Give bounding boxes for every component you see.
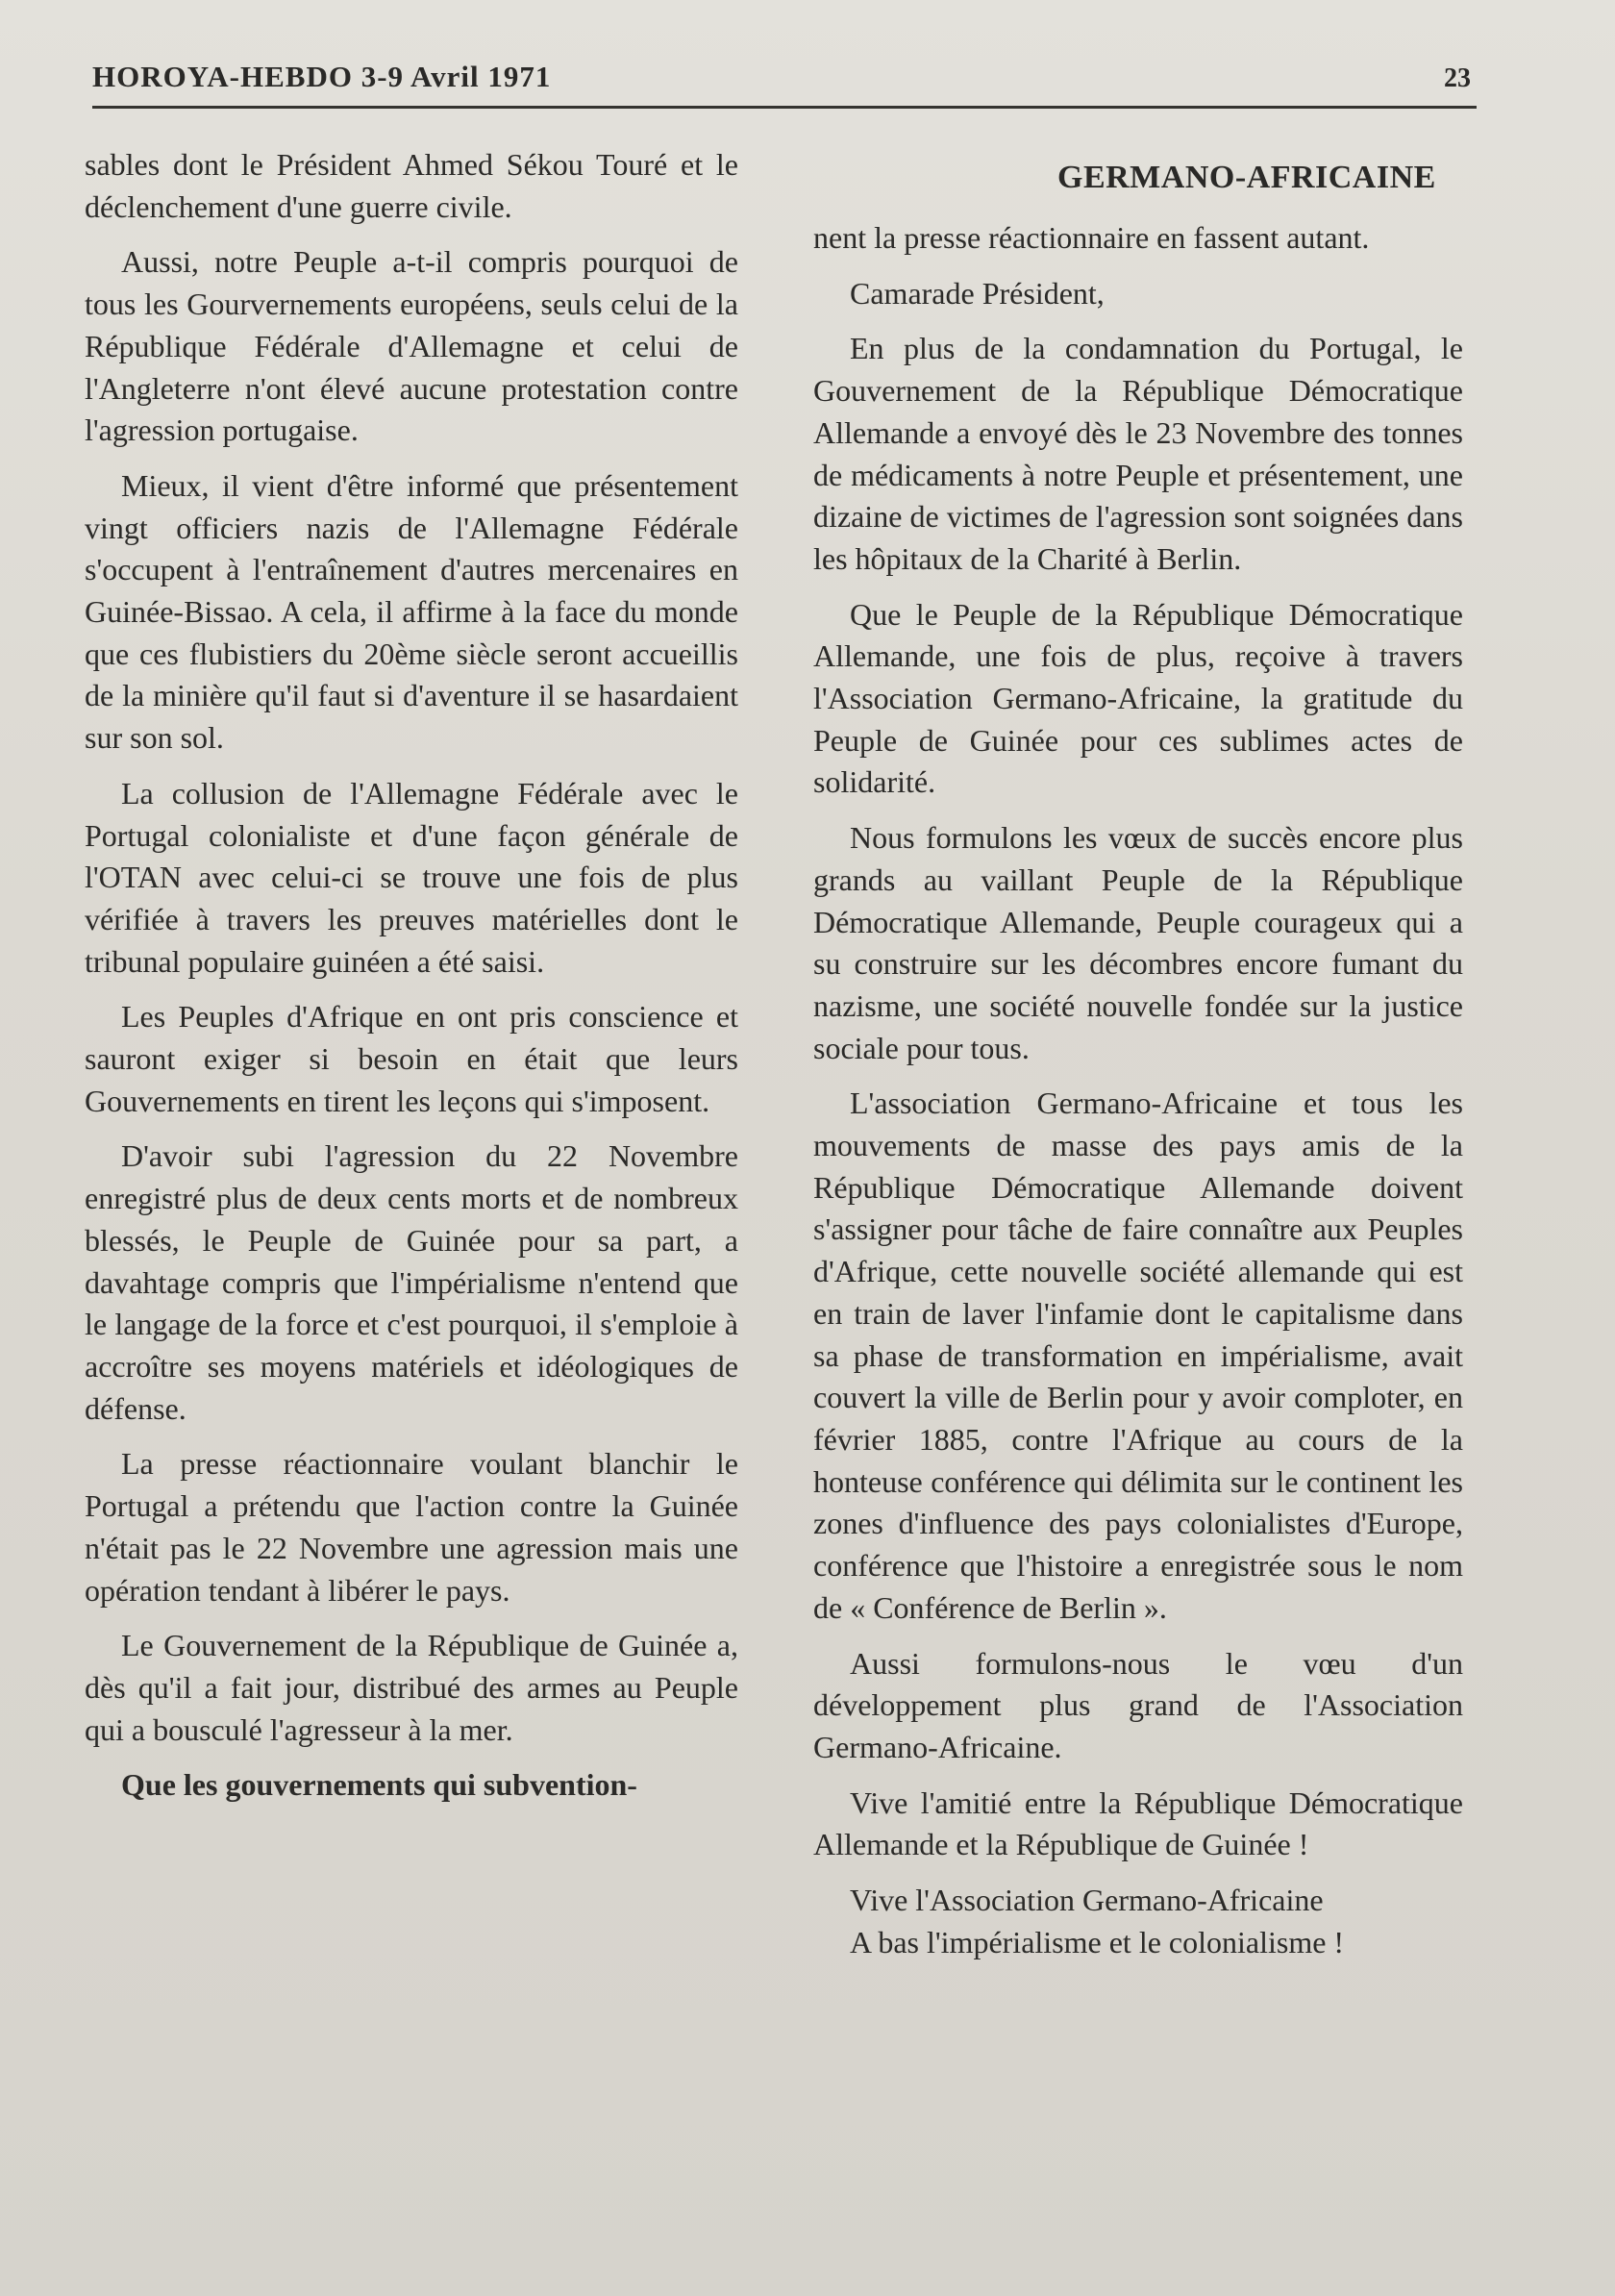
paragraph: Les Peuples d'Afrique en ont pris conscience et sauront exiger si besoin en était que leurs Gouvernements en tirent les leçons qui s'imposent. (85, 999, 738, 1118)
paragraph: sables dont le Président Ahmed Sékou Touré et le déclenchement d'une guerre civile. (85, 147, 738, 224)
header-rule (92, 106, 1477, 109)
paragraph: D'avoir subi l'agression du 22 Novembre enregistré plus de deux cents morts et de nombreux blessés, le Peuple de Guinée pour sa part, a davahtage compris que l'impérialisme n'entend que le langage de la force et c'est pourquoi, il s'emploie à accroître ses moyens matériels et idéologiques de défense. (85, 1138, 738, 1426)
paragraph: Le Gouvernement de la République de Guinée a, dès qu'il a fait jour, distribué des armes au Peuple qui a bousculé l'agresseur à la mer. (85, 1628, 738, 1747)
paragraph: Aussi, notre Peuple a-t-il compris pourquoi de tous les Gourvernements européens, seuls celui de la République Fédérale d'Allemagne et celui de l'Angleterre n'ont élevé aucune protestation contre l'agression portugaise. (85, 244, 738, 448)
paragraph: Vive l'amitié entre la République Démocratique Allemande et la République de Guinée ! (813, 1784, 1463, 1862)
paragraph: La presse réactionnaire voulant blanchir le Portugal a prétendu que l'action contre la Guinée n'était pas le 22 Novembre une agression mais une opération tendant à libérer le pays. (85, 1446, 738, 1608)
left-column (85, 144, 738, 1820)
paragraph: Camarade Président, (850, 275, 1105, 311)
section-heading: GERMANO-AFRICAINE (1057, 160, 1436, 195)
paragraph: En plus de la condamnation du Portugal, le Gouvernement de la République Démocratique Allemande a envoyé dès le 23 Novembre des tonnes de médicaments à notre Peuple et présentement, une dizaine de victimes de l'agression sont soignées dans les hôpitaux de la Charité à Berlin. (813, 331, 1463, 576)
paragraph: A bas l'impérialisme et le colonialisme ! (850, 1924, 1345, 1959)
paragraph: Vive l'Association Germano-Africaine (850, 1883, 1324, 1918)
paragraph: L'association Germano-Africaine et tous les mouvements de masse des pays amis de la République Démocratique Allemande doivent s'assigner pour tâche de faire connaître aux Peuples d'Afrique, cette nouvelle société allemande qui est en train de laver l'infamie dont le capitalisme dans sa phase de transformation en impérialisme, avait couvert la ville de Berlin pour y avoir comploter, en février 1885, contre l'Afrique au cours de la honteuse conférence qui délimita sur le continent les zones d'influence des pays colonialistes d'Europe, conférence que l'histoire a enregistrée sous le nom de « Conférence de Berlin ». (813, 1086, 1463, 1625)
paragraph: Aussi formulons-nous le vœu d'un développement plus grand de l'Association Germano-Africaine. (813, 1645, 1463, 1764)
paragraph: Mieux, il vient d'être informé que présentement vingt officiers nazis de l'Allemagne Fédérale s'occupent à l'entraînement d'autres mercenaires en Guinée-Bissao. A cela, il affirme à la face du monde que ces flubistiers du 20ème siècle seront accueillis de la minière qu'il faut si d'aventure il se hasardaient sur son sol. (85, 467, 738, 756)
masthead: HOROYA-HEBDO 3-9 Avril 1971 (92, 60, 552, 93)
paragraph: Que les gouvernements qui subvention- (121, 1767, 637, 1803)
paragraph: Que le Peuple de la République Démocratique Allemande, une fois de plus, reçoive à travers l'Association Germano-Africaine, la gratitude du Peuple de Guinée pour ces sublimes actes de solidarité. (813, 596, 1463, 800)
paragraph: nent la presse réactionnaire en fassent autant. (813, 220, 1370, 255)
paragraph: Nous formulons les vœux de succès encore plus grands au vaillant Peuple de la République Démocratique Allemande, Peuple courageux qui a su construire sur les décombres encore fumant du nazisme, une société nouvelle fondée sur la justice sociale pour tous. (813, 820, 1463, 1065)
paragraph: La collusion de l'Allemagne Fédérale avec le Portugal colonialiste et d'une façon générale de l'OTAN avec celui-ci se trouve une fois de plus vérifiée à travers les preuves matérielles dont le tribunal populaire guinéen a été saisi. (85, 775, 738, 979)
right-column (813, 217, 1463, 1977)
page-number: 23 (1444, 63, 1471, 93)
page-header (92, 50, 1477, 117)
